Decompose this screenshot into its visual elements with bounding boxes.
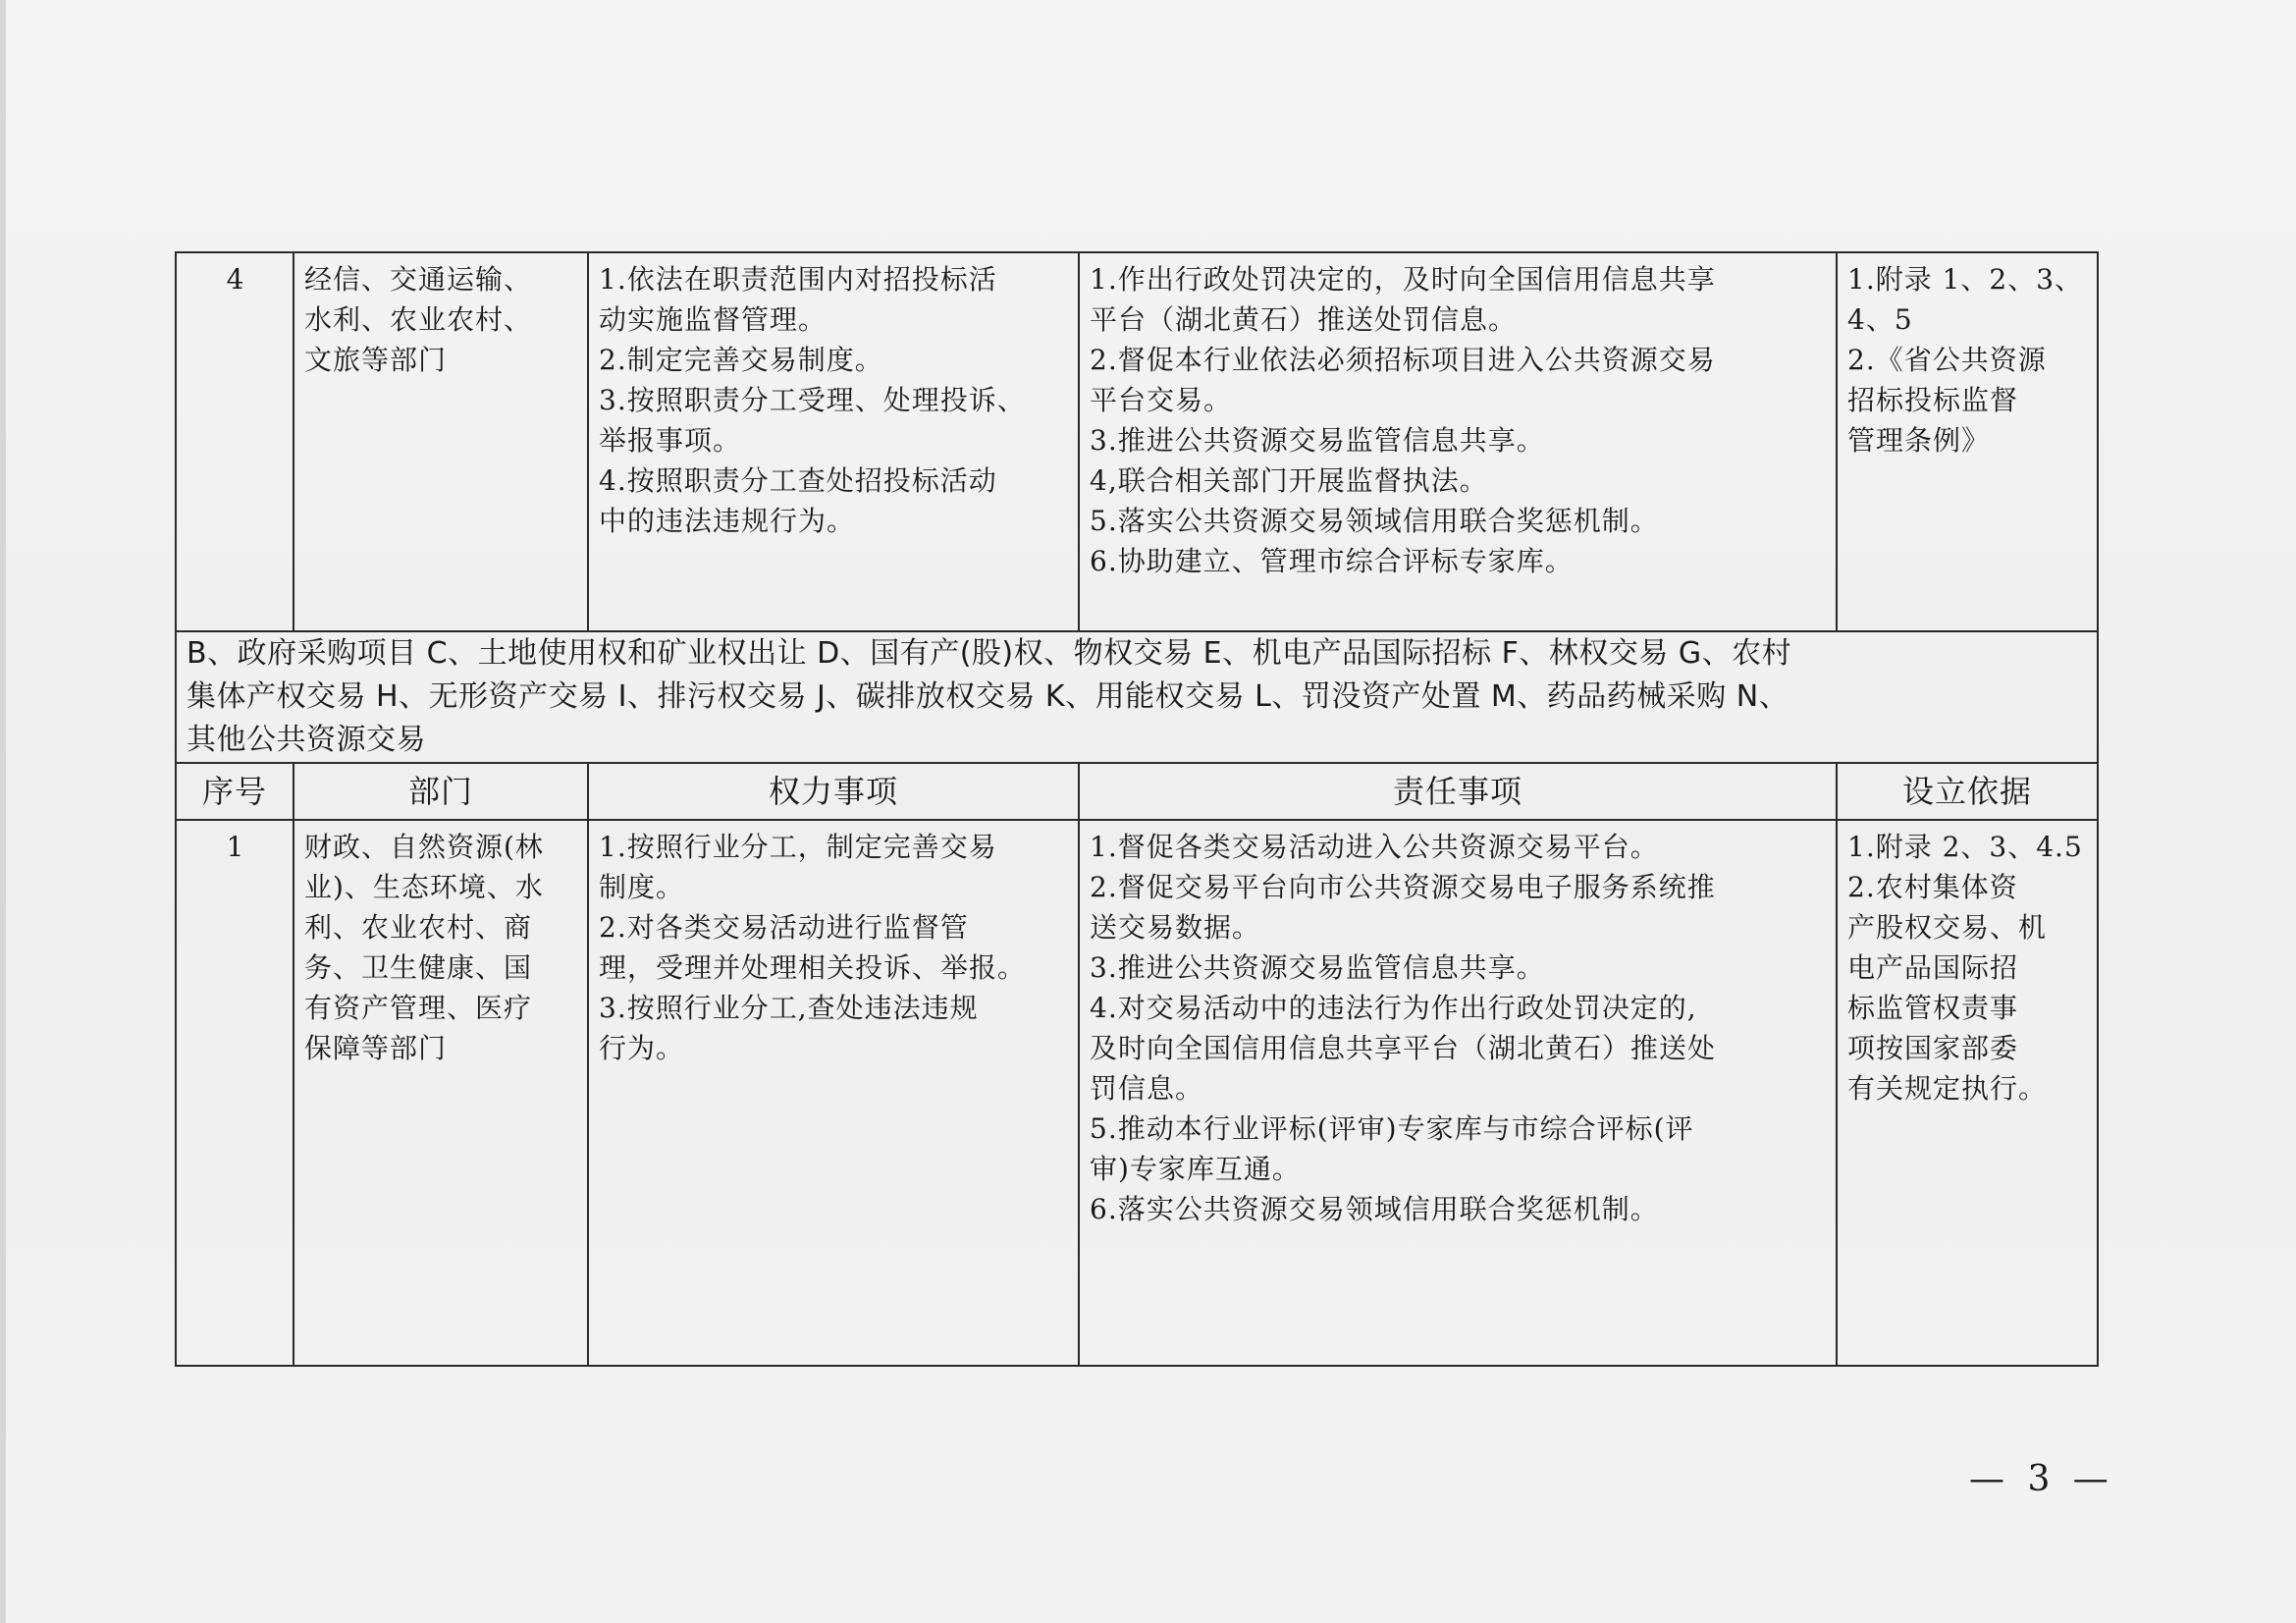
resp-line: 5.落实公共资源交易领域信用联合奖惩机制。 (1090, 505, 1659, 537)
power-line: 制度。 (599, 871, 685, 903)
dept-line: 保障等部门 (304, 1032, 448, 1064)
power-line: 1.按照行业分工，制定完善交易 (599, 831, 997, 863)
header-seq: 序号 (176, 763, 294, 820)
section-line: B、政府采购项目 C、土地使用权和矿业权出让 D、国有产(股)权、物权交易 E、机电产品国际招标 F、林权交易 G、农村 (187, 636, 1792, 671)
resp-line: 罚信息。 (1090, 1072, 1204, 1105)
power-line: 2.对各类交易活动进行监督管 (599, 911, 969, 944)
resp-line: 3.推进公共资源交易监管信息共享。 (1090, 951, 1545, 984)
section-row (176, 631, 2098, 763)
header-dept: 部门 (294, 763, 588, 820)
power-cell (588, 252, 1079, 631)
basis-line: 项按国家部委 (1847, 1032, 2019, 1064)
dept-cell (294, 820, 588, 1366)
resp-line: 4,联合相关部门开展监督执法。 (1090, 464, 1488, 497)
basis-line: 2.农村集体资 (1847, 871, 2018, 903)
resp-line: 及时向全国信用信息共享平台（湖北黄石）推送处 (1090, 1032, 1717, 1064)
power-cell (588, 820, 1079, 1366)
basis-line: 1.附录 2、3、4.5 (1847, 831, 2083, 863)
header-row (176, 763, 2098, 820)
header-power: 权力事项 (588, 763, 1079, 820)
basis-line: 1.附录 1、2、3、 (1847, 263, 2084, 296)
power-line: 中的违法违规行为。 (599, 505, 856, 537)
power-line: 行为。 (599, 1032, 685, 1064)
power-line: 3.按照行业分工,查处违法违规 (599, 992, 979, 1024)
resp-line: 送交易数据。 (1090, 911, 1261, 944)
power-line: 举报事项。 (599, 424, 742, 457)
resp-line: 4.对交易活动中的违法行为作出行政处罚决定的, (1090, 992, 1697, 1024)
resp-line: 平台交易。 (1090, 384, 1233, 416)
section-line: 其他公共资源交易 (187, 723, 426, 757)
dept-line: 有资产管理、医疗 (304, 992, 533, 1024)
basis-line: 电产品国际招 (1847, 951, 2019, 984)
power-line: 1.依法在职责范围内对招投标活 (599, 263, 997, 296)
resp-line: 6.协助建立、管理市综合评标专家库。 (1090, 545, 1574, 577)
basis-line: 管理条例》 (1847, 424, 1991, 457)
header-resp: 责任事项 (1079, 763, 1837, 820)
scan-edge (0, 0, 6, 1623)
page-number: — 3 — (1969, 1459, 2114, 1499)
basis-line: 产股权交易、机 (1847, 911, 2048, 944)
dept-cell (294, 252, 588, 631)
dept-line: 财政、自然资源(林 (304, 831, 544, 863)
resp-line: 1.督促各类交易活动进入公共资源交易平台。 (1090, 831, 1659, 863)
section-line: 集体产权交易 H、无形资产交易 I、排污权交易 J、碳排放权交易 K、用能权交易 L、罚没资产处置 M、药品药械采购 N、 (187, 679, 1789, 714)
header-basis: 设立依据 (1837, 763, 2098, 820)
resp-cell (1079, 252, 1837, 631)
dept-line: 务、卫生健康、国 (304, 951, 533, 984)
seq-cell: 1 (176, 820, 294, 1366)
dept-line: 经信、交通运输、 (304, 263, 533, 296)
dept-line: 水利、农业农村、 (304, 303, 533, 336)
power-line: 理，受理并处理相关投诉、举报。 (599, 951, 1027, 984)
resp-line: 平台（湖北黄石）推送处罚信息。 (1090, 303, 1518, 336)
power-line: 3.按照职责分工受理、处理投诉、 (599, 384, 1026, 416)
seq-cell: 4 (176, 252, 294, 631)
resp-cell (1079, 820, 1837, 1366)
table-row (176, 252, 2098, 631)
dept-line: 利、农业农村、商 (304, 911, 533, 944)
power-line: 4.按照职责分工查处招投标活动 (599, 464, 997, 497)
resp-line: 5.推动本行业评标(评审)专家库与市综合评标(评 (1090, 1112, 1694, 1145)
resp-line: 审)专家库互通。 (1090, 1153, 1301, 1185)
responsibility-table (175, 251, 2099, 1367)
basis-line: 标监管权责事 (1847, 992, 2019, 1024)
power-line: 2.制定完善交易制度。 (599, 344, 883, 376)
table-row (176, 820, 2098, 1366)
basis-cell (1837, 252, 2098, 631)
basis-line: 4、5 (1847, 303, 1913, 336)
basis-line: 有关规定执行。 (1847, 1072, 2048, 1105)
section-heading (176, 631, 2098, 763)
resp-line: 2.督促交易平台向市公共资源交易电子服务系统推 (1090, 871, 1716, 903)
dept-line: 文旅等部门 (304, 344, 448, 376)
resp-line: 1.作出行政处罚决定的，及时向全国信用信息共享 (1090, 263, 1716, 296)
power-line: 动实施监督管理。 (599, 303, 828, 336)
basis-line: 招标投标监督 (1847, 384, 2019, 416)
basis-cell (1837, 820, 2098, 1366)
dept-line: 业)、生态环境、水 (304, 871, 544, 903)
basis-line: 2.《省公共资源 (1847, 344, 2047, 376)
resp-line: 3.推进公共资源交易监管信息共享。 (1090, 424, 1545, 457)
resp-line: 6.落实公共资源交易领域信用联合奖惩机制。 (1090, 1193, 1659, 1225)
resp-line: 2.督促本行业依法必须招标项目进入公共资源交易 (1090, 344, 1716, 376)
